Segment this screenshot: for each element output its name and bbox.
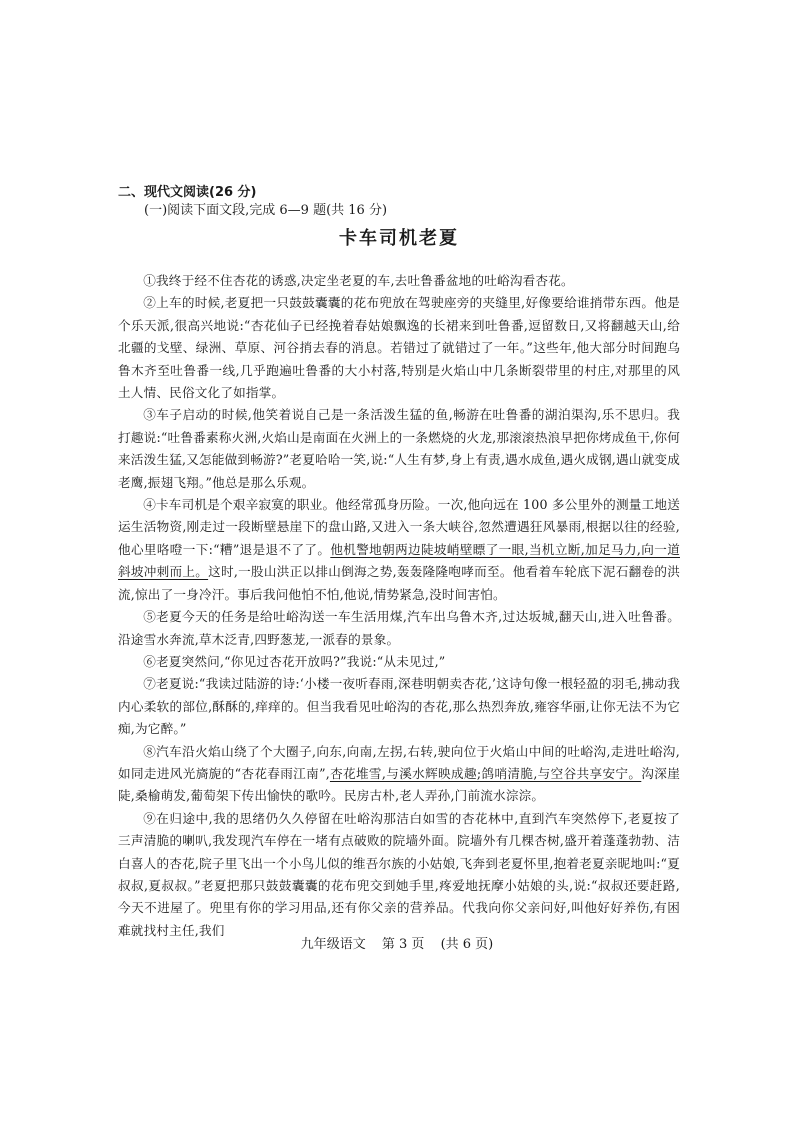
article-paragraph <box>118 673 680 740</box>
article-paragraph <box>118 494 680 606</box>
article-paragraph <box>118 292 680 404</box>
page-footer <box>0 936 794 954</box>
article-paragraph <box>118 741 680 808</box>
article-body <box>118 270 680 942</box>
section-instructions: (一)阅读下面文段,完成 6—9 题(共 16 分) <box>144 203 388 218</box>
article-paragraph <box>118 606 680 651</box>
footer-page-number: 第 3 页 <box>381 937 425 952</box>
section-title: 二、现代文阅读(26 分) <box>118 185 257 200</box>
paragraph-text: ⑨在归途中,我的思绪仍久久停留在吐峪沟那洁白如雪的杏花林中,直到汽车突然停下,老夏按了三声清脆的喇叭,我发现汽车停在一堵有点破败的院墙外面。院墙外有几棵杏树,盛开着蓬蓬勃勃、洁白喜人的杏花,院子里飞出一个小鸟儿似的维吾尔族的小姑娘,飞奔到老夏怀里,抱着老夏亲昵地叫:“夏叔叔,夏叔叔。”老夏把那只鼓鼓囊囊的花布兜交到她手里,疼爱地抚摩小姑娘的头,说:“叔叔还要赶路,今天不进屋了。兜里有你的学习用品,还有你父亲的营养品。代我向你父亲问好,叫他好好养伤,有困难就找村主任,我们 <box>118 810 680 938</box>
paragraph-text: ⑧汽车沿火焰山绕了个大圈子,向东,向南,左拐,右转,驶向位于火焰山中间的吐峪沟,走进吐峪沟,如同走进风光旖旎的“杏花春雨江南”, <box>118 743 680 781</box>
exam-page <box>118 184 680 942</box>
paragraph-text: ⑦老夏说:“我读过陆游的诗:‘小楼一夜听春雨,深巷明朝卖杏花,’这诗句像一根轻盈的羽毛,拂动我内心柔软的部位,酥酥的,痒痒的。但当我看见吐峪沟的杏花,那么热烈奔放,雍容华丽,让你无法不为它痴,为它醉。” <box>118 676 680 737</box>
article-paragraph <box>118 270 680 292</box>
paragraph-text: ②上车的时候,老夏把一只鼓鼓囊囊的花布兜放在驾驶座旁的夹缝里,好像要给谁捎带东西。他是个乐天派,很高兴地说:“杏花仙子已经挽着春姑娘飘逸的长裙来到吐鲁番,逗留数日,又将翻越天山,给北疆的戈壁、绿洲、草原、河谷捎去春的消息。若错过了就错过了一年。”这些年,他大部分时间跑乌鲁木齐至吐鲁番一线,几乎跑遍吐鲁番的大小村落,特别是火焰山中几条断裂带里的村庄,对那里的风土人情、民俗文化了如指掌。 <box>118 295 680 401</box>
paragraph-text: ③车子启动的时候,他笑着说自己是一条活泼生猛的鱼,畅游在吐鲁番的湖泊渠沟,乐不思归。我打趣说:“吐鲁番素称火洲,火焰山是南面在火洲上的一条燃烧的火龙,那滚滚热浪早把你烤成鱼干,你何来活泼生猛,又怎能做到畅游?”老夏哈哈一笑,说:“人生有梦,身上有责,遇水成鱼,遇火成钢,遇山就变成老鹰,振翅飞翔。”他总是那么乐观。 <box>118 407 680 490</box>
underlined-sentence: 他机警地朝两边陡坡峭壁瞟了一眼,当机立断,加足马力,向一道斜坡冲刺而上。 <box>118 541 680 580</box>
underlined-sentence: 杏花堆雪,与溪水辉映成趣;鸽哨清脆,与空谷共享安宁。 <box>329 765 642 781</box>
article-paragraph <box>118 651 680 673</box>
paragraph-text: ①我终于经不住杏花的诱惑,决定坐老夏的车,去吐鲁番盆地的吐峪沟看杏花。 <box>143 273 574 288</box>
paragraph-text: ⑤老夏今天的任务是给吐峪沟送一车生活用煤,汽车出乌鲁木齐,过达坂城,翻天山,进入吐鲁番。沿途雪水奔流,草木泛青,四野葱茏,一派春的景象。 <box>118 609 680 647</box>
footer-total-pages: (共 6 页) <box>440 937 494 952</box>
article-title: 卡车司机老夏 <box>339 228 459 249</box>
footer-subject: 九年级语文 <box>300 937 366 952</box>
paragraph-text: 沟深崖陡,桑榆萌发,葡萄架下传出愉快的歌吟。民房古朴,老人弄孙,门前流水淙淙。 <box>118 765 680 804</box>
article-paragraph <box>118 404 680 494</box>
paragraph-text: ④卡车司机是个艰辛寂寞的职业。他经常孤身历险。一次,他向远在 100 多公里外的测量工地送运生活物资,刚走过一段断壁悬崖下的盘山路,又进入一条大峡谷,忽然遭遇狂风暴雨,根据以往的经验,他心里咯噔一下:“糟”退是退不了了。 <box>118 497 680 557</box>
paragraph-text: 这时,一股山洪正以排山倒海之势,轰轰隆隆咆哮而至。他看着车轮底下泥石翻卷的洪流,惊出了一身冷汗。事后我问他怕不怕,他说,情势紧急,没时间害怕。 <box>118 564 680 602</box>
article-paragraph <box>118 808 680 942</box>
paragraph-text: ⑥老夏突然问,“你见过杏花开放吗?”我说:“从未见过,” <box>143 653 446 669</box>
